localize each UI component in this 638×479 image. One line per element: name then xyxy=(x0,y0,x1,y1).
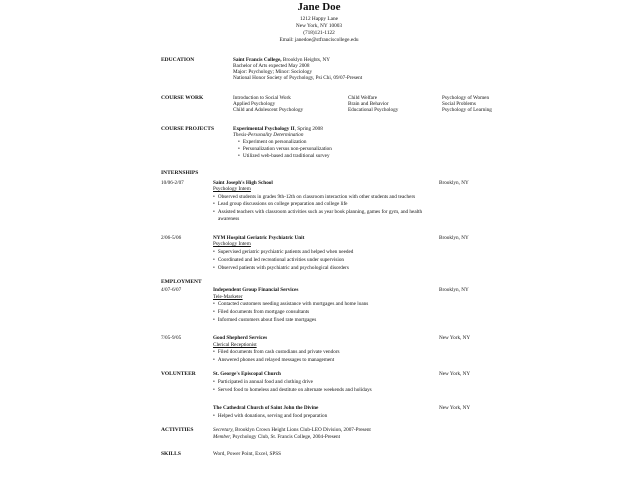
section-activities: ACTIVITIES xyxy=(161,427,194,433)
education-honor: National Honor Society of Psychology, Psi Chi, 09/07-Present xyxy=(233,75,363,81)
education-major: Major: Psychology; Minor: Sociology xyxy=(233,69,313,75)
address-line-2: New York, NY 10003 xyxy=(295,23,343,29)
employment-location: Brooklyn, NY xyxy=(439,287,469,293)
section-skills: SKILLS xyxy=(161,451,181,457)
volunteer-org: The Cathedral Church of Saint John the Divine xyxy=(213,405,319,411)
internship-role: Psychology Intern xyxy=(213,186,251,192)
employment-bullet: • Filed documents from mortgage consultants xyxy=(213,309,309,315)
volunteer-bullet: • Participated in annual food and clothing drive xyxy=(213,379,313,385)
internship-org: Saint Joseph's High School xyxy=(213,180,273,186)
internship-bullet: • Supervised geriatric psychiatric patients and helped when needed xyxy=(213,249,353,255)
section-course-work: COURSE WORK xyxy=(161,95,204,101)
employment-role: Clerical Receptionist xyxy=(213,342,257,348)
skills-text: Word, Power Point, Excel, SPSS xyxy=(213,451,282,457)
employment-org: Good Shepherd Services xyxy=(213,335,268,341)
volunteer-location: New York, NY xyxy=(439,371,471,377)
employment-bullet: • Filed documents from cash custodians and private vendors xyxy=(213,349,340,355)
activity-text: Brooklyn Crown Height Lions Club-LEO Division, 2007-Present xyxy=(233,427,371,433)
section-volunteer: VOLUNTEER xyxy=(161,371,196,377)
employment-bullet: • Informed customers about fixed rate mortgages xyxy=(213,317,316,323)
employment-org: Independent Group Financial Services xyxy=(213,287,299,293)
phone: (718)121-1122 xyxy=(303,30,335,36)
volunteer-org: St. George's Episcopal Church xyxy=(213,371,281,377)
section-education: EDUCATION xyxy=(161,57,195,63)
internship-bullet: • Observed students in grades 9th-12th on classroom interaction with other students and teachers xyxy=(213,194,415,200)
course-col1-item: Introduction to Social Work xyxy=(233,95,291,101)
project-bullet: • Experiment on personalization xyxy=(238,139,307,145)
school-location: Brooklyn Heights, NY xyxy=(282,57,330,63)
internship-location: Brooklyn, NY xyxy=(439,180,469,186)
project-bullet: • Utilized web-based and traditional survey xyxy=(238,153,330,159)
course-col3-item: Psychology of Learning xyxy=(442,107,492,113)
internship-role: Psychology Intern xyxy=(213,241,251,247)
employment-location: New York, NY xyxy=(439,335,471,341)
internship-bullet-cont: awareness xyxy=(218,216,240,222)
volunteer-bullet: • Served food to homeless and destitute on alternate weekends and holidays xyxy=(213,387,372,393)
course-col1-item: Child and Adolescent Psychology xyxy=(233,107,304,113)
internship-bullet: • Assisted teachers with classroom activities such as year book planning, games for gym, and health xyxy=(213,209,422,215)
course-col2-item: Child Welfare xyxy=(348,95,378,101)
school-name: Saint Francis College, xyxy=(233,57,282,63)
project-term: , Spring 2008 xyxy=(294,126,323,132)
project-bullet: • Personalization versus non-personalization xyxy=(238,146,332,152)
employment-role: Tele-Marketer xyxy=(213,294,243,300)
volunteer-location: New York, NY xyxy=(439,405,471,411)
employment-bullet: • Contacted customers needing assistance with mortgages and home loans xyxy=(213,301,368,307)
project-title: Experimental Psychology II xyxy=(233,126,295,132)
employment-date: 4/07-6/07 xyxy=(161,287,182,293)
activity-line xyxy=(213,427,371,433)
internship-date: 2/06-5/06 xyxy=(161,235,182,241)
email: Email: janedoe@stfranciscollege.edu xyxy=(279,37,359,43)
activity-role: Secretary, xyxy=(213,427,234,433)
internship-bullet: • Coordinated and led recreational activities under supervision xyxy=(213,257,344,263)
section-course-projects: COURSE PROJECTS xyxy=(161,126,215,132)
course-col2-item: Brain and Behavior xyxy=(348,101,389,107)
activity-role: Member, xyxy=(213,434,232,440)
internship-location: Brooklyn, NY xyxy=(439,235,469,241)
resume-name: Jane Doe xyxy=(297,1,341,13)
course-col1-item: Applied Psychology xyxy=(233,101,276,107)
section-employment: EMPLOYMENT xyxy=(161,279,202,285)
course-col3-item: Psychology of Women xyxy=(442,95,490,101)
employment-date: 7/05-9/05 xyxy=(161,335,182,341)
internship-date: 10/06-2/07 xyxy=(161,180,184,186)
section-internships: INTERNSHIPS xyxy=(161,170,199,176)
volunteer-bullet: • Helped with donations, serving and food preparation xyxy=(213,413,327,419)
internship-bullet: • Observed patients with psychiatric and psychological disorders xyxy=(213,265,349,271)
course-col2-item: Educational Psychology xyxy=(348,107,399,113)
project-subtitle: Thesis-Personality Determination xyxy=(233,132,304,138)
address-line-1: 1212 Happy Lane xyxy=(300,16,338,22)
internship-org: NYM Hospital Geriatric Psychiatric Unit xyxy=(213,235,305,241)
course-col3-item: Social Problems xyxy=(442,101,476,107)
activity-line xyxy=(213,434,340,440)
employment-bullet: • Answered phones and relayed messages to management xyxy=(213,357,334,363)
education-degree: Bachelor of Arts expected May 2008 xyxy=(233,63,310,69)
internship-bullet: • Lead group discussions on college preparation and college life xyxy=(213,201,347,207)
activity-text: Psychology Club, St. Francis College, 2004-Present xyxy=(231,434,341,440)
